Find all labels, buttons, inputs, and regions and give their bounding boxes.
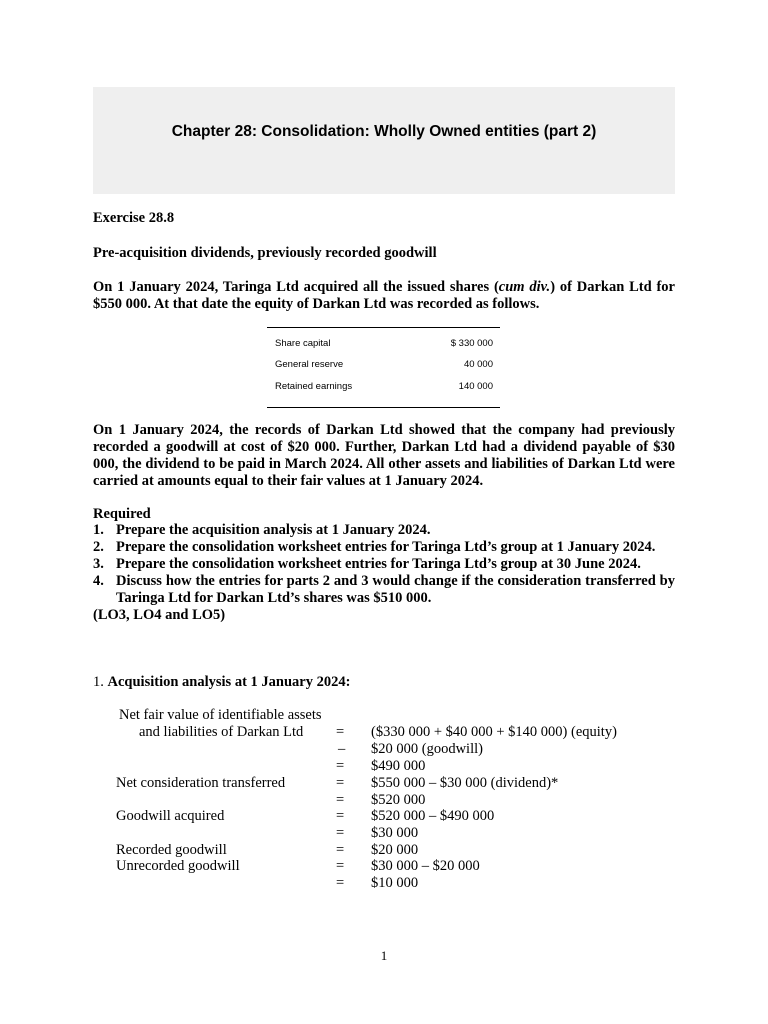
- required-item: [93, 539, 675, 556]
- equity-row: [275, 359, 493, 371]
- calc-value: $30 000 – $20 000: [371, 858, 480, 874]
- calc-label: Net consideration transferred: [116, 775, 286, 791]
- required-item-number: 4.: [93, 573, 104, 589]
- required-item-text: Discuss how the entries for parts 2 and 3 would change if the consideration transferred by Taringa Ltd for Darkan Ltd’s shares was $510 000.: [116, 573, 675, 606]
- required-item-number: 2.: [93, 539, 104, 555]
- equity-row-label: General reserve: [275, 359, 344, 370]
- solution-heading: [93, 674, 675, 691]
- required-item-text: Prepare the acquisition analysis at 1 January 2024.: [116, 522, 431, 538]
- intro-text-end: ) of Darkan Ltd for $550 000. At that date the equity of Darkan Ltd was recorded as follows.: [93, 279, 675, 312]
- equity-row-value: $ 330 000: [450, 338, 493, 349]
- calc-label: and liabilities of Darkan Ltd: [139, 724, 304, 740]
- calc-value: $30 000: [371, 825, 419, 841]
- required-item-number: 3.: [93, 556, 104, 572]
- equity-row-value: 140 000: [458, 381, 493, 392]
- exercise-paragraph-2: On 1 January 2024, the records of Darkan Ltd showed that the company had previously recorded a goodwill at cost of $20 000. Further, Darkan Ltd had a dividend payable of $30 000, the dividend to be paid in March 2024. All other assets and liabilities of Darkan Ltd were carried at amounts equal to their fair values at 1 January 2024.: [93, 422, 675, 489]
- learning-outcomes: (LO3, LO4 and LO5): [93, 607, 226, 623]
- required-item-text: Prepare the consolidation worksheet entries for Taringa Ltd’s group at 1 January 2024.: [116, 539, 656, 555]
- calc-value: $20 000: [371, 842, 419, 858]
- required-item: [93, 573, 675, 607]
- calc-label: Net fair value of identifiable assets: [119, 707, 322, 723]
- calc-operator: =: [336, 792, 345, 808]
- required-heading: Required: [93, 506, 151, 522]
- required-item-text: Prepare the consolidation worksheet entries for Taringa Ltd’s group at 30 June 2024.: [116, 556, 641, 572]
- intro-text-italic: cum div.: [498, 279, 551, 295]
- solution-part-number: 1.: [93, 674, 104, 690]
- required-list: [93, 522, 675, 624]
- calc-operator: =: [336, 808, 345, 824]
- required-item: [93, 522, 675, 539]
- equity-row-label: Retained earnings: [275, 381, 353, 392]
- equity-row-value: 40 000: [463, 359, 493, 370]
- page-number: 1: [380, 948, 388, 963]
- calc-operator: =: [336, 842, 345, 858]
- exercise-number: Exercise 28.8: [93, 210, 175, 226]
- calc-operator: =: [336, 875, 345, 891]
- equity-row: [275, 381, 493, 393]
- calc-value: $550 000 – $30 000 (dividend)*: [371, 775, 559, 791]
- calc-label: Goodwill acquired: [116, 808, 225, 824]
- required-item: [93, 556, 675, 573]
- calc-value: $10 000: [371, 875, 419, 891]
- calc-operator: –: [338, 741, 346, 757]
- calc-value: ($330 000 + $40 000 + $140 000) (equity): [371, 724, 617, 740]
- intro-text-start: On 1 January 2024, Taringa Ltd acquired all the issued shares (: [93, 279, 499, 295]
- calc-value: $20 000 (goodwill): [371, 741, 483, 757]
- calc-label: Recorded goodwill: [116, 842, 227, 858]
- equity-row-label: Share capital: [275, 338, 331, 349]
- equity-table: [267, 327, 500, 408]
- calc-value: $520 000: [371, 792, 426, 808]
- exercise-subtitle: Pre-acquisition dividends, previously recorded goodwill: [93, 245, 437, 261]
- calc-operator: =: [336, 825, 345, 841]
- calc-value: $490 000: [371, 758, 426, 774]
- calc-operator: =: [336, 758, 345, 774]
- calc-value: $520 000 – $490 000: [371, 808, 495, 824]
- calc-operator: =: [336, 858, 345, 874]
- calc-label: Unrecorded goodwill: [116, 858, 240, 874]
- equity-row: [275, 338, 493, 350]
- exercise-intro: [93, 279, 675, 313]
- calc-operator: =: [336, 724, 345, 740]
- chapter-title: Chapter 28: Consolidation: Wholly Owned entities (part 2): [171, 123, 597, 140]
- required-item-number: 1.: [93, 522, 104, 538]
- solution-part-title: Acquisition analysis at 1 January 2024:: [107, 674, 351, 690]
- chapter-header-box: [93, 87, 675, 194]
- calc-operator: =: [336, 775, 345, 791]
